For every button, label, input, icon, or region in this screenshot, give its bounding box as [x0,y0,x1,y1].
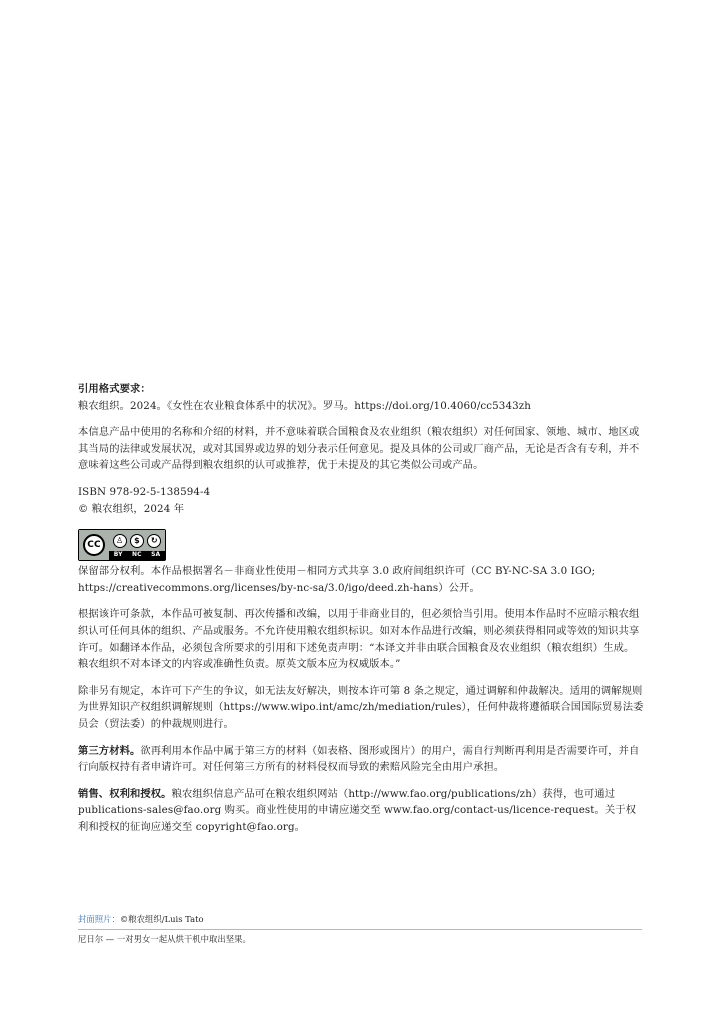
third-party-text: 欲再利用本作品中属于第三方的材料（如表格、图形或图片）的用户，需自行判断再利用是否需要许可，并自行向版权持有者申请许可。对任何第三方所有的材料侵权而导致的索赔风险完全由用户承担。 [78,744,640,774]
cc-icon: CC [83,534,105,556]
third-party-label: 第三方材料。 [78,744,141,757]
attribution-icon: ♙ [113,534,127,548]
cover-caption: 尼日尔 — 一对男女一起从烘干机中取出坚果。 [78,934,251,944]
terms-paragraph: 根据该许可条款，本作品可被复制、再次传播和改编，以用于非商业目的，但必须恰当引用。使用本作品时不应暗示粮农组织认可任何具体的组织、产品或服务。不允许使用粮农组织标识。如对本作品进行改编，则必须获得相同或等效的知识共享许可。如翻译本作品，必须包含所要求的引用和下述免责声明：“本译文并非由联合国粮食及农业组织（粮农组织）生成。粮农组织不对本译文的内容或准确性负责。原英文版本应为权威版本。” [78,608,640,671]
noncommercial-icon: $ [130,534,144,548]
citation-block [78,381,644,414]
imprint-block [78,381,644,845]
sales-label: 销售、权利和授权。 [78,787,172,800]
cc-license-badge[interactable] [78,529,166,561]
citation-text: 粮农组织。2024。《女性在农业粮食体系中的状况》。罗马。https://doi.org/10.4060/cc5343zh [78,399,531,412]
cover-photo-label: 封面照片： [78,914,120,924]
isbn-text: ISBN 978-92-5-138594-4 [78,485,211,498]
cover-credit-block [78,913,644,946]
cover-photo-credit [78,913,644,926]
cc-term-by: BY [113,551,123,559]
cc-term-sa: SA [151,551,161,559]
sharealike-icon: ↻ [147,534,161,548]
sales-paragraph [78,786,644,836]
divider [78,929,642,930]
cover-photo-source: ©粮农组织/Luis Tato [119,914,204,924]
disputes-paragraph: 除非另有规定，本许可下产生的争议，如无法友好解决，则按本许可第 8 条之规定，通过调解和仲裁解决。适用的调解规则为世界知识产权组织调解规则（https://www.wipo.int/amc/zh/mediation/rules），任何仲裁将遵循联合国国际贸易法委员会（贸法委）的仲裁规则进行。 [78,684,644,730]
citation-heading: 引用格式要求： [78,383,151,395]
sales-text: 粮农组织信息产品可在粮农组织网站（http://www.fao.org/publications/zh）获得，也可通过 publications-sales@fao.org 购买。商业性使用的申请应递交至 www.fao.org/contact-us/licence-request。关于权利和授权的征询应递交至 copyright@fao.org。 [78,787,637,833]
isbn-block [78,484,644,517]
cc-term-nc: NC [132,551,142,559]
copyright-text: © 粮农组织，2024 年 [78,502,185,515]
license-paragraph: 保留部分权利。本作品根据署名－非商业性使用－相同方式共享 3.0 政府间组织许可（CC BY-NC-SA 3.0 IGO; https://creativecommons.org/licenses/by-nc-sa/3.0/igo/deed.zh-hans）公开。 [78,565,596,594]
disclaimer-paragraph: 本信息产品中使用的名称和介绍的材料，并不意味着联合国粮食及农业组织（粮农组织）对任何国家、领地、城市、地区或其当局的法律或发展状况，或对其国界或边界的划分表示任何意见。提及具体的公司或厂商产品，无论是否含有专利，并不意味着这些公司或产品得到粮农组织的认可或推荐，优于未提及的其它类似公司或产品。 [78,426,640,472]
third-party-paragraph [78,743,644,776]
